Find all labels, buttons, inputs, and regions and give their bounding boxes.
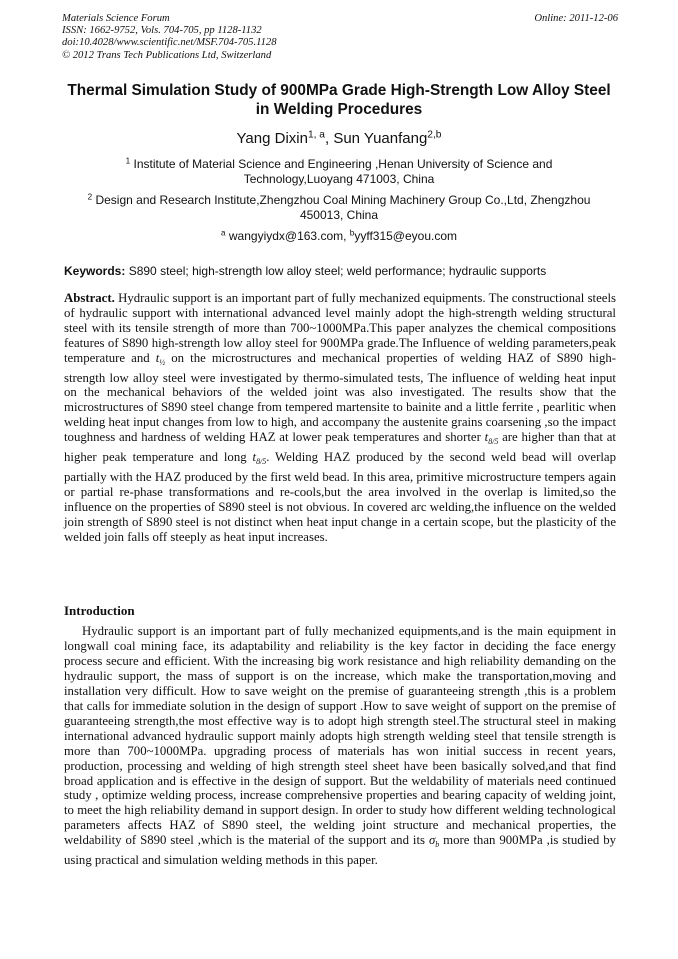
email-mark: b: [349, 228, 355, 238]
affiliation-1: [64, 157, 614, 188]
t-subscript: ½: [159, 357, 166, 367]
section-heading: Introduction: [64, 603, 135, 618]
t-symbol: t: [484, 430, 489, 445]
author-line: [64, 130, 614, 148]
t-symbol: t: [155, 350, 160, 365]
abstract-label: Abstract.: [64, 291, 115, 305]
abstract-text: . Welding HAZ produced by the second weld bead will overlap partially with the HAZ produced by the first weld bead. In this area, primitive microstructure tempers again or partial re-phase transformations and re-cools,but the area involved in the overlap is limited,so the influence on the properties of S890 steel is not obvious. In covered arc welding,the influence on the welded join strength of S890 steel is not distinct when heat input change in a certain scope, but the plasticity of the welded join falls off steeply as heat input increases.: [64, 450, 616, 544]
affiliation-2: [64, 193, 614, 224]
journal-name: Materials Science Forum: [62, 13, 170, 24]
author-emails: [64, 229, 614, 244]
author-name: Sun Yuanfang: [333, 130, 428, 147]
t-subscript: 8/5: [256, 456, 267, 466]
introduction-paragraph: [64, 624, 616, 868]
abstract-text: are higher than that at higher peak temperature and long: [64, 430, 616, 465]
paper-title: Thermal Simulation Study of 900MPa Grade High-Strength Low Alloy Steel in Welding Procedures: [67, 82, 611, 118]
author-name: Yang Dixin: [236, 130, 308, 147]
abstract-text: on the microstructures and mechanical properties of welding HAZ of S890 high-strength low alloy steel were investigated by thermo-simulated tests, The influence of welding heat input on the mechanical behaviors of the welded joint was also investigated. The results show that the microstructures of S890 steel change from tempered martensite to bainite and a little ferrite , pearlitic when welding heat input changes from low to high, and accompany the austenite grains coarsening ,so the impact toughness and hardness of welding HAZ at lower peak temperatures and shorter: [64, 350, 616, 445]
author-separator: ,: [324, 130, 334, 147]
affiliation-text: Institute of Material Science and Engineering ,Henan University of Science and Technology,Luoyang 471003, China: [133, 157, 553, 187]
abstract: [64, 291, 616, 545]
email-mark: a: [220, 228, 226, 238]
email-link[interactable]: yyff315@eyou.com: [354, 229, 458, 243]
author-affiliation-mark: 2,b: [427, 129, 442, 141]
copyright-line: © 2012 Trans Tech Publications Ltd, Switzerland: [62, 49, 272, 61]
email-link[interactable]: wangyiydx@163.com,: [228, 229, 350, 243]
affiliation-mark: 1: [125, 156, 131, 166]
online-date: Online: 2011-12-06: [534, 13, 618, 24]
t-subscript: 8/5: [488, 437, 499, 447]
author-affiliation-mark: 1, a: [307, 129, 325, 141]
intro-text: more than 900MPa ,is studied by using practical and simulation welding methods in this paper.: [64, 833, 617, 868]
sigma-subscript: b: [435, 840, 440, 850]
keywords-label: Keywords:: [64, 264, 126, 278]
affiliation-mark: 2: [87, 192, 93, 202]
sigma-symbol: σ: [428, 833, 436, 848]
affiliation-text: Design and Research Institute,Zhengzhou Coal Mining Machinery Group Co.,Ltd, Zhengzhou 450013, China: [95, 193, 591, 223]
doi-line: doi:10.4028/www.scientific.net/MSF.704-705.1128: [62, 37, 277, 49]
intro-text: Hydraulic support is an important part of fully mechanized equipments,and is the main equipment in longwall coal mining face, its adaptability and reliability is the key factor in deciding the face energy process secure and efficient. With the increasing big work resistance and high reliability demanding on the hydraulic support, the mass of support is on the increase, which make the transportation,moving and installation very difficult. How to save weight on the premise of guaranteeing strength ,this is a problem that calls for immediate solution in the design of support .How to save weight of support on the premise of guaranteeing strength,the most effective way is to adopt high strength steel.The structural steel in making international advanced hydraulic support mainly adopts high strength welding steel that tensile strength is more than 700~1000MPa. upgrading process of materials has won initial success in recent years, production, processing and welding of high strength steel sheet have been basically solved,and that find broad application and is effective in the design of support. But the weldability of materials need continued study , optimize welding process, increase comprehensive properties and bearing capacity of welding joint, to meet the high reliability demand in support design. In order to study how different welding technological parameters affects HAZ of S890 steel, the welding joint structure and mechanical properties, the weldability of S890 steel ,which is the material of the support and its: [64, 624, 616, 848]
abstract-text: Hydraulic support is an important part of fully mechanized equipments. The constructional steels of hydraulic support with international advanced level mainly adopt the high-strength welding structural steel with its tensile strength of more than 700~1000MPa.This paper analyzes the chemical compositions features of S890 high-strength low alloy steel for 900MPa grade.The Influence of welding parameters,peak temperature and: [64, 291, 616, 365]
keywords: [64, 264, 616, 279]
issn-line: ISSN: 1662-9752, Vols. 704-705, pp 1128-1132: [62, 25, 262, 37]
keywords-text: S890 steel; high-strength low alloy steel; weld performance; hydraulic supports: [128, 264, 547, 278]
t-symbol: t: [252, 450, 257, 465]
page-header: [62, 13, 618, 62]
